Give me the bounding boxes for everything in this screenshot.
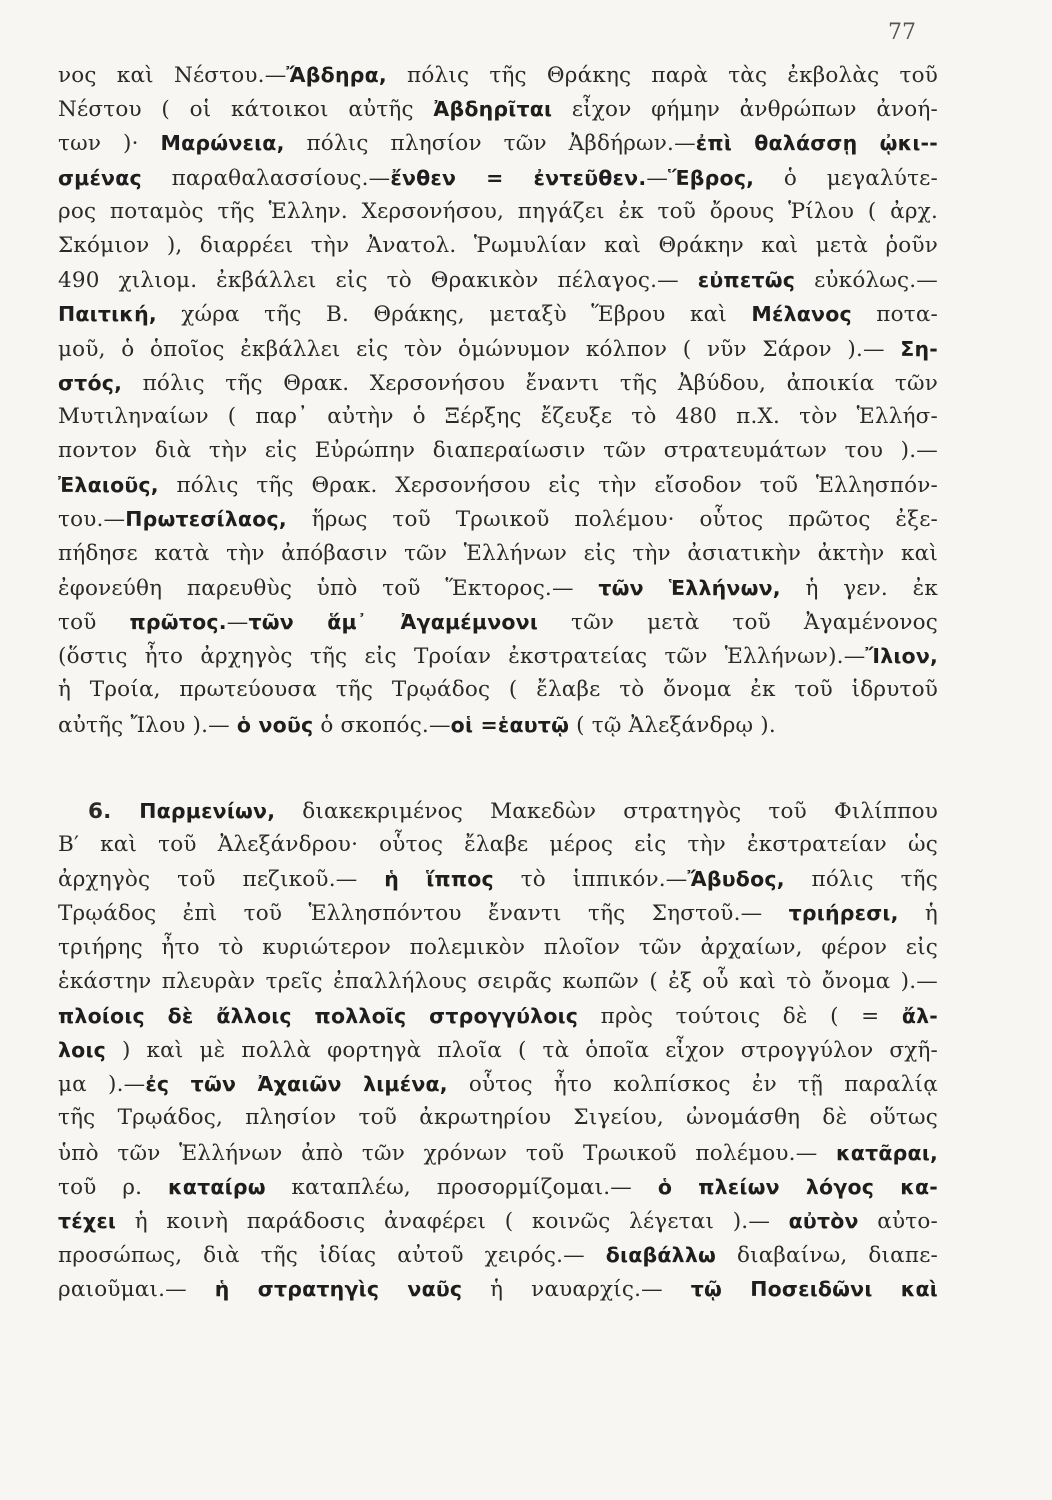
headword: Μαρώνεια,	[160, 131, 285, 156]
headword: ἄλ-	[901, 1003, 938, 1028]
text-segment: (ὅστις ἦτο ἀρχηγὸς τῆς εἰς Τροίαν ἐκστρατείας τῶν Ἑλλήνων).—	[58, 644, 866, 670]
text-segment: των )·	[58, 131, 161, 157]
text-segment: ἡ κοινὴ παράδοσις ἀναφέρει ( κοινῶς λέγεται ).—	[116, 1209, 789, 1234]
text-segment: —	[646, 165, 669, 191]
text-segment: τῆς Τρῳάδος, πλησίον τοῦ ἀκρωτηρίου Σιγείου, ὠνομάσθη δὲ οὕτως	[58, 1105, 938, 1131]
text-segment: ρος ποταμὸς τῆς Ἑλλην. Χερσονήσου, πηγάζει ἐκ τοῦ ὄρους Ῥίλου ( ἀρχ.	[58, 198, 938, 224]
text-segment: του.—	[58, 507, 126, 533]
text-segment: χώρα τῆς Β. Θράκης, μεταξὺ Ἕβρου καὶ	[156, 302, 752, 328]
text-line	[58, 468, 938, 502]
text-segment: —	[226, 610, 249, 635]
text-segment: εἶχον φήμην ἀνθρώπων ἀνοή-	[552, 97, 938, 123]
headword: διαβάλλω	[605, 1243, 717, 1268]
text-line	[58, 92, 938, 126]
headword: Ση-	[900, 336, 938, 361]
text-segment: Σκόμιον ), διαρρέει τὴν Ἀνατολ. Ῥωμυλίαν καὶ Θράκην καὶ μετὰ ῥοῦν	[58, 232, 938, 258]
headword: καταίρω	[168, 1174, 266, 1199]
text-line	[58, 58, 938, 92]
text-segment: Τρῳάδος ἐπὶ τοῦ Ἑλλησπόντου ἔναντι τῆς Σηστοῦ.—	[58, 901, 789, 927]
text-segment: Νέστου ( οἱ κάτοικοι αὐτῆς	[58, 97, 434, 123]
text-segment: πόλις τῆς Θρακ. Χερσονήσου εἰς τὴν εἴσοδον τοῦ Ἑλλησπόν-	[158, 473, 938, 499]
headword: ἐς τῶν Ἀχαιῶν λιμένα,	[145, 1072, 448, 1097]
headword: εὐπετῶς	[697, 268, 796, 293]
headword: ὁ πλείων λόγος κα-	[657, 1174, 939, 1199]
text-segment: παραθαλασσίους.—	[141, 165, 391, 191]
text-segment: πήδησε κατὰ τὴν ἀπόβασιν τῶν Ἑλλήνων εἰς τὴν ἀσιατικὴν ἀκτὴν καὶ	[58, 540, 938, 566]
headword: ἡ στρατηγὶς ναῦς	[214, 1277, 463, 1302]
text-segment: ( τῷ Ἀλεξάνδρῳ ).	[569, 712, 776, 738]
text-line	[58, 195, 938, 229]
headword: τῶν Ἑλλήνων,	[598, 575, 781, 600]
text-segment: τοῦ ρ.	[58, 1174, 169, 1200]
text-line	[58, 896, 938, 930]
text-line	[58, 1170, 938, 1204]
text-line	[58, 1204, 938, 1238]
text-line	[58, 673, 938, 707]
text-segment: ἡ ναυαρχίς.—	[462, 1277, 691, 1303]
text-line	[58, 1033, 938, 1067]
text-line	[58, 931, 938, 965]
text-line	[58, 1101, 938, 1135]
text-segment: ἀρχηγὸς τοῦ πεζικοῦ.—	[58, 867, 385, 893]
document-body	[58, 58, 938, 1307]
text-segment: ποτα-	[851, 302, 938, 328]
text-line	[58, 1136, 938, 1170]
headword: τῶν ἅμ᾽ Ἀγαμέμνονι	[248, 610, 539, 634]
page-number: 77	[888, 20, 916, 45]
text-segment: αὐτο-	[858, 1209, 938, 1234]
text-line	[58, 126, 938, 160]
headword: τῷ Ποσειδῶνι καὶ	[690, 1277, 938, 1302]
text-segment: ὑπὸ τῶν Ἑλλήνων ἀπὸ τῶν χρόνων τοῦ Τρωικοῦ πολέμου.—	[58, 1140, 837, 1166]
headword: Παιτική,	[58, 302, 157, 327]
headword: Πρωτεσίλαος,	[125, 507, 287, 532]
text-segment: ὁ μεγαλύτε-	[754, 165, 938, 191]
text-segment: αὐτῆς Ἴλου ).—	[58, 712, 237, 738]
text-line	[58, 263, 938, 297]
text-segment: τοῦ	[58, 610, 130, 635]
headword: στός,	[58, 370, 123, 395]
headword: Ἀβδηρῖται	[433, 97, 553, 122]
text-line	[58, 605, 938, 639]
text-segment: Β′ καὶ τοῦ Ἀλεξάνδρου· οὗτος ἔλαβε μέρος εἰς τὴν ἐκστρατείαν ὡς	[58, 831, 938, 857]
text-segment: 490 χιλιομ. ἐκβάλλει εἰς τὸ Θρακικὸν πέλαγος.—	[58, 268, 698, 294]
text-line	[58, 965, 938, 999]
text-segment: τὸ ἱππικόν.—	[493, 867, 688, 893]
text-segment: ) καὶ μὲ πολλὰ φορτηγὰ πλοῖα ( τὰ ὁποῖα εἶχον στρογγύλον σχῆ-	[106, 1038, 938, 1064]
headword: οἱ =ἑαυτῷ	[450, 712, 570, 737]
headword: τριήρεσι,	[788, 901, 899, 926]
text-line	[58, 708, 938, 742]
text-line	[58, 1238, 938, 1272]
headword: σμένας	[58, 165, 142, 190]
text-segment: μοῦ, ὁ ὁποῖος ἐκβάλλει εἰς τὸν ὁμώνυμον κόλπον ( νῦν Σάρον ).—	[58, 336, 901, 362]
text-segment: διαβαίνω, διαπε-	[716, 1243, 938, 1269]
text-segment: ἑκάστην πλευρὰν τρεῖς ἐπαλλήλους σειρᾶς κωπῶν ( ἐξ οὗ καὶ τὸ ὄνομα ).—	[58, 968, 938, 994]
headword: πλοίοις δὲ ἄλλοις πολλοῖς στρογγύλοις	[58, 1003, 579, 1028]
text-line	[58, 862, 938, 896]
text-segment: ἡ Τροία, πρωτεύουσα τῆς Τρῳάδος ( ἔλαβε τὸ ὄνομα ἐκ τοῦ ἱδρυτοῦ	[58, 677, 938, 703]
headword: τέχει	[58, 1209, 117, 1233]
text-line	[58, 161, 938, 195]
text-line	[58, 1067, 938, 1101]
headword: Ἄβδηρα,	[286, 63, 387, 87]
text-segment: πόλις πλησίον τῶν Ἀβδήρων.—	[284, 131, 696, 157]
text-line	[58, 434, 938, 468]
text-segment: τριήρης ἦτο τὸ κυριώτερον πολεμικὸν πλοῖον τῶν ἀρχαίων, φέρον εἰς	[58, 934, 938, 960]
text-segment: Μυτιληναίων ( παρ᾽ αὐτὴν ὁ Ξέρξης ἔζευξε τὸ 480 π.Χ. τὸν Ἑλλήσ-	[58, 403, 938, 429]
headword: αὐτὸν	[788, 1209, 859, 1233]
paragraph-2	[58, 794, 938, 1307]
text-segment: πόλις τῆς Θράκης παρὰ τὰς ἐκβολὰς τοῦ	[386, 63, 938, 88]
text-line	[58, 537, 938, 571]
headword: κατᾶραι,	[836, 1140, 938, 1165]
section-number: 6.	[88, 798, 140, 824]
text-line	[58, 366, 938, 400]
text-segment: ραιοῦμαι.—	[58, 1277, 215, 1303]
text-line	[58, 639, 938, 673]
headword: Μέλανος	[751, 302, 852, 327]
headword: ὁ νοῦς	[236, 712, 314, 737]
text-line	[58, 400, 938, 434]
text-segment: πόλις τῆς	[784, 867, 938, 893]
text-segment: ἡ	[898, 901, 938, 927]
headword: ἔνθεν = ἐντεῦθεν.	[390, 165, 647, 190]
text-line	[58, 828, 938, 862]
headword: ἡ ἵππος	[384, 867, 494, 892]
headword: Ἴλιον,	[865, 644, 938, 669]
text-segment: ποντον διὰ τὴν εἰς Εὐρώπην διαπεραίωσιν τῶν στρατευμάτων του ).—	[58, 438, 938, 464]
text-line	[58, 502, 938, 536]
headword: Ἄβυδος,	[687, 867, 785, 892]
text-line	[58, 794, 938, 828]
text-segment: μα ).—	[58, 1072, 146, 1098]
paragraph-gap	[58, 742, 938, 794]
headword: Ἕβρος,	[668, 165, 755, 190]
headword: Ἐλαιοῦς,	[58, 473, 159, 498]
headword: λοις	[58, 1038, 106, 1063]
text-line	[58, 332, 938, 366]
headword: ἐπὶ θαλάσσῃ ᾠκι--	[695, 131, 938, 156]
text-segment: πόλις τῆς Θρακ. Χερσονήσου ἔναντι τῆς Ἀβύδου, ἀποικία τῶν	[122, 370, 938, 396]
text-segment: καταπλέω, προσορμίζομαι.—	[265, 1174, 658, 1200]
text-segment: τῶν μετὰ τοῦ Ἀγαμένονος	[538, 610, 938, 635]
text-segment: ἐφονεύθη παρευθὺς ὑπὸ τοῦ Ἕκτορος.—	[58, 575, 599, 601]
headword: Παρμενίων,	[139, 798, 276, 823]
paragraph-1	[58, 58, 938, 742]
text-segment: προσώπως, διὰ τῆς ἰδίας αὐτοῦ χειρός.—	[58, 1243, 606, 1269]
text-line	[58, 571, 938, 605]
text-segment: ὁ σκοπός.—	[313, 712, 451, 738]
text-segment: ἡ γεν. ἐκ	[780, 575, 938, 601]
text-line	[58, 297, 938, 331]
text-line	[58, 229, 938, 263]
text-line	[58, 999, 938, 1033]
text-segment: οὗτος ἦτο κολπίσκος ἐν τῇ παραλίᾳ	[447, 1072, 938, 1098]
text-segment: πρὸς τούτοις δὲ ( =	[578, 1003, 902, 1029]
text-segment: διακεκριμένος Μακεδὼν στρατηγὸς τοῦ Φιλίππου	[275, 798, 939, 824]
text-segment: ἥρως τοῦ Τρωικοῦ πολέμου· οὗτος πρῶτος ἐξε-	[286, 507, 938, 533]
text-segment: νος καὶ Νέστου.—	[58, 63, 287, 88]
headword: πρῶτος.	[129, 610, 227, 634]
text-segment: εὐκόλως.—	[795, 268, 938, 294]
text-line	[58, 1272, 938, 1306]
